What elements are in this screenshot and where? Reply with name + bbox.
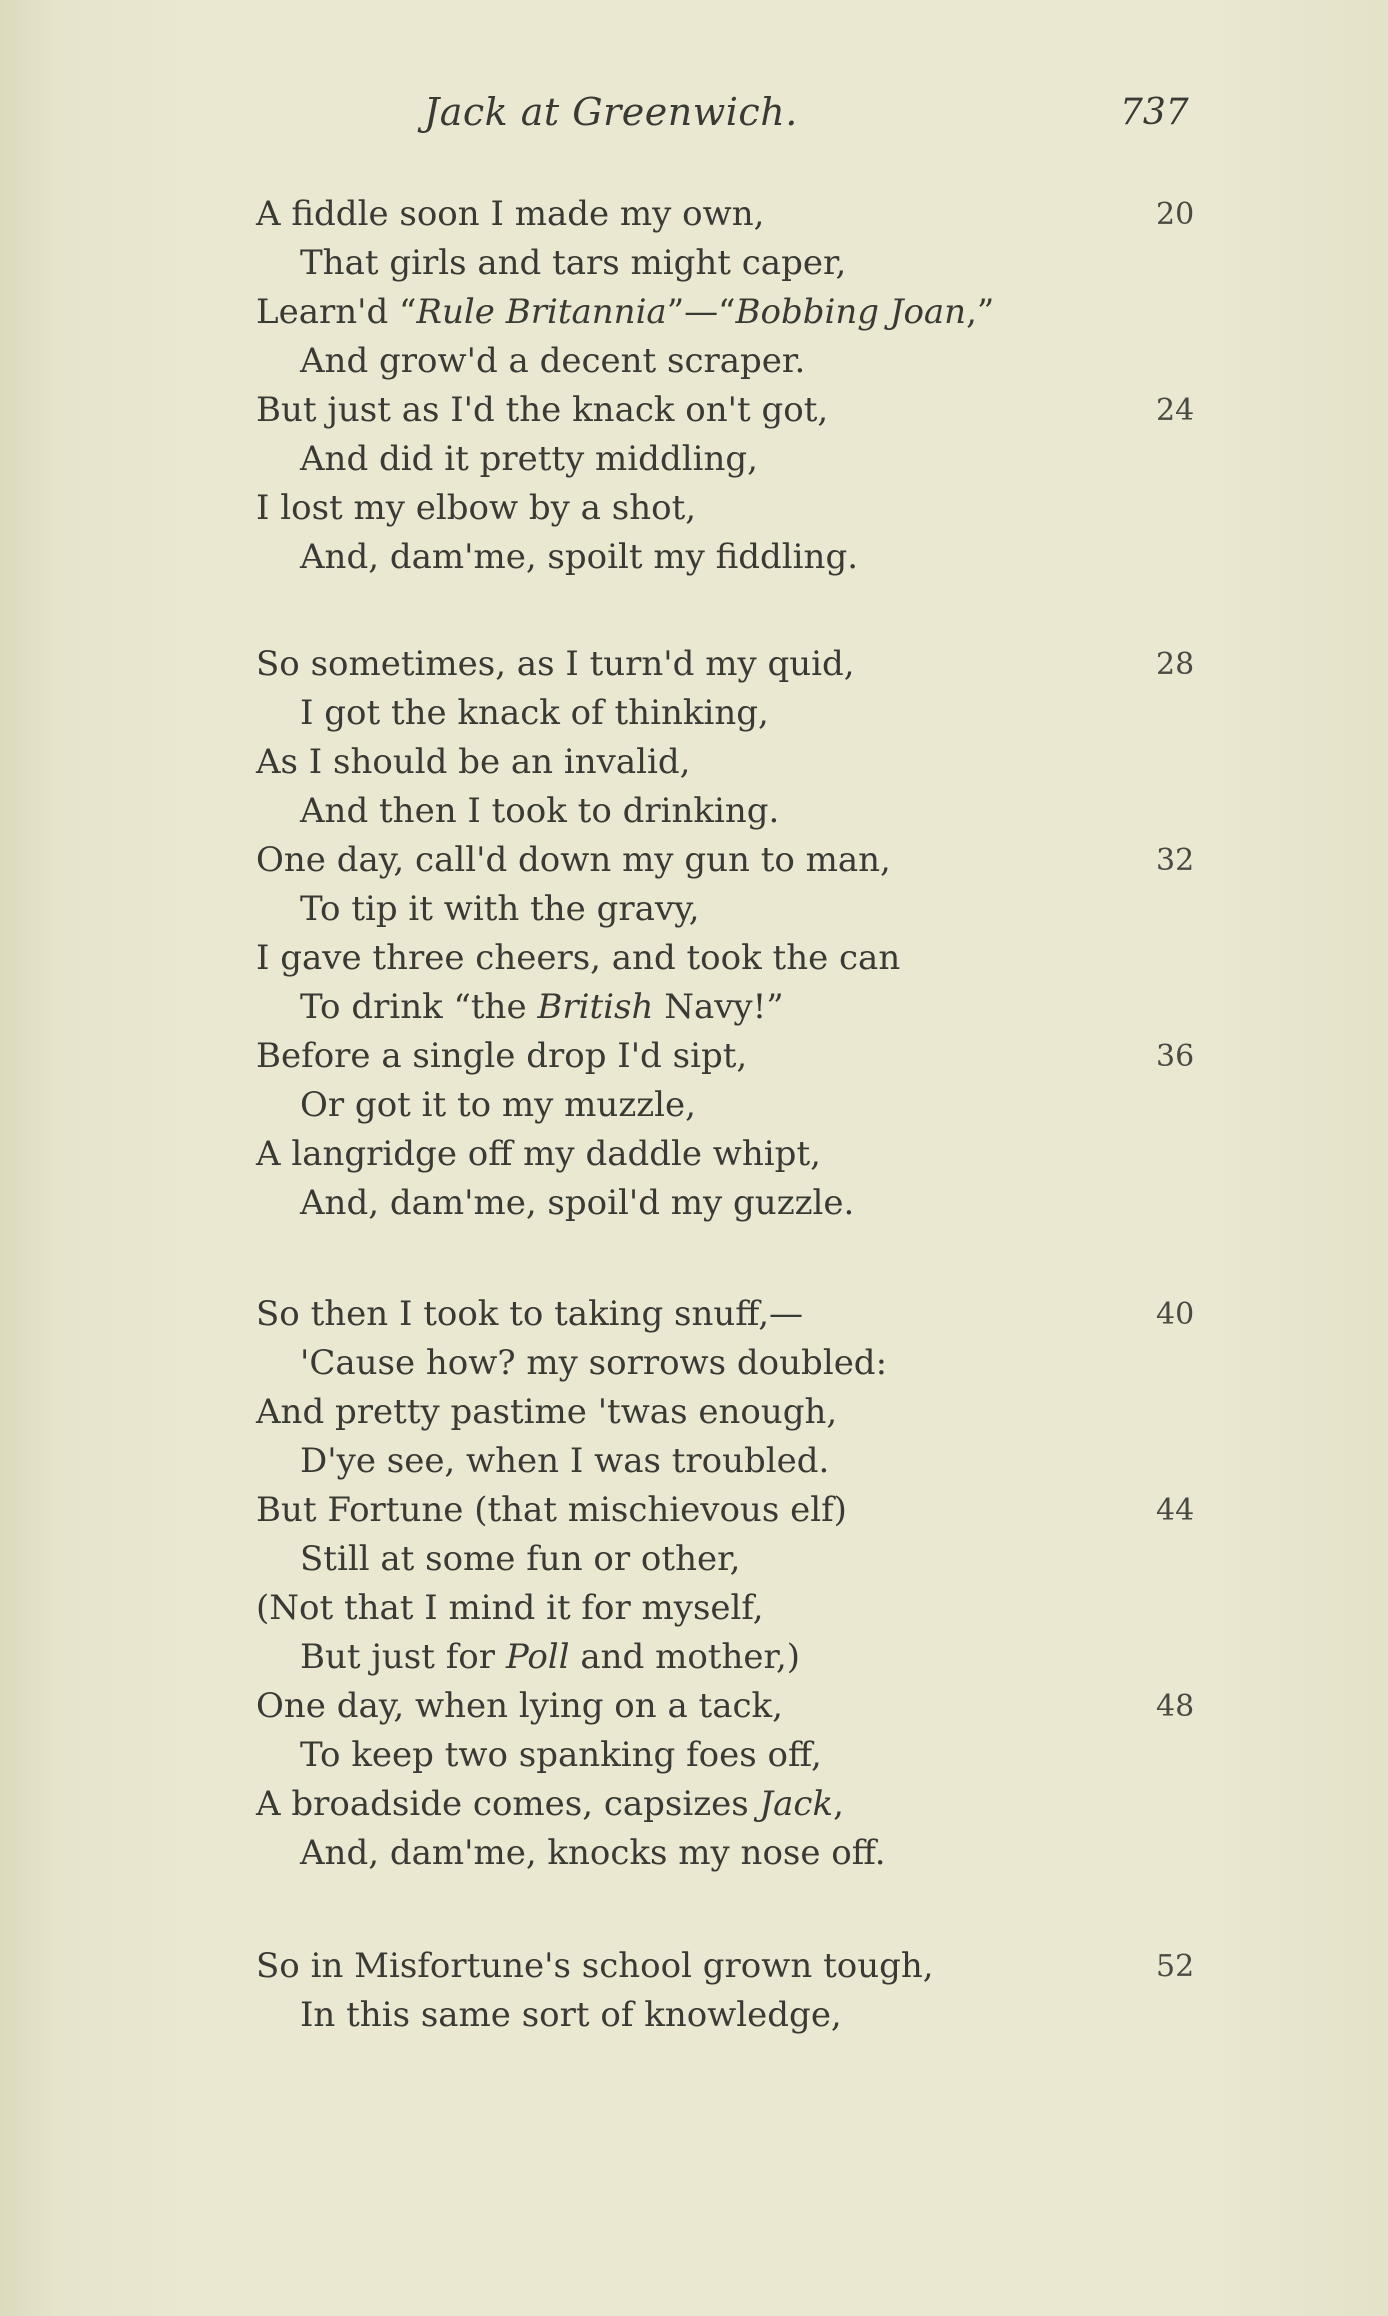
verse-line: I lost my elbow by a shot, (256, 488, 697, 528)
verse-line: A broadside comes, capsizes Jack, (256, 1784, 844, 1824)
verse-line: And, dam'me, spoil'd my guzzle. (300, 1183, 855, 1223)
verse-line: And, dam'me, knocks my nose off. (300, 1833, 886, 1873)
line-number: 44 (1156, 1493, 1195, 1528)
stanza-2 (256, 640, 1196, 1228)
verse-line: One day, call'd down my gun to man, 32 (256, 836, 1196, 885)
verse-line: As I should be an invalid, (256, 742, 691, 782)
verse-line: And then I took to drinking. (300, 791, 780, 831)
line-number: 20 (1156, 197, 1195, 232)
verse-line: And grow'd a decent scraper. (300, 341, 806, 381)
stanza-4 (256, 1942, 1196, 2040)
verse-line: To tip it with the gravy, (300, 889, 700, 929)
line-number: 32 (1156, 843, 1195, 878)
verse-line: I got the knack of thinking, (300, 693, 769, 733)
line-number: 48 (1156, 1689, 1195, 1724)
verse-line: I gave three cheers, and took the can (256, 938, 901, 978)
verse-line: Or got it to my muzzle, (300, 1085, 696, 1125)
verse-line: That girls and tars might caper, (300, 243, 847, 283)
running-title: Jack at Greenwich. (424, 90, 798, 134)
line-number: 24 (1156, 393, 1195, 428)
line-number: 40 (1156, 1297, 1195, 1332)
verse-line: But just for Poll and mother,) (300, 1637, 801, 1677)
verse-line: 'Cause how? my sorrows doubled: (300, 1343, 888, 1383)
verse-line: In this same sort of knowledge, (300, 1995, 842, 2035)
verse-line: To drink “the British Navy!” (300, 987, 784, 1027)
stanza-3 (256, 1290, 1196, 1878)
verse-line: Before a single drop I'd sipt, 36 (256, 1032, 1196, 1081)
verse-line: But just as I'd the knack on't got, 24 (256, 386, 1196, 435)
verse-line: (Not that I mind it for myself, (256, 1588, 764, 1628)
verse-line: So sometimes, as I turn'd my quid, 28 (256, 640, 1196, 689)
verse-line: Learn'd “Rule Britannia”—“Bobbing Joan,” (256, 292, 995, 332)
verse-line: And, dam'me, spoilt my fiddling. (300, 537, 859, 577)
verse-line: But Fortune (that mischievous elf) 44 (256, 1486, 1196, 1535)
page-number: 737 (1120, 92, 1189, 133)
verse-line: Still at some fun or other, (300, 1539, 741, 1579)
line-number: 36 (1156, 1039, 1195, 1074)
line-number: 52 (1156, 1949, 1195, 1984)
verse-line: So then I took to taking snuff,— 40 (256, 1290, 1196, 1339)
verse-line: To keep two spanking foes off, (300, 1735, 822, 1775)
verse-line: A langridge off my daddle whipt, (256, 1134, 821, 1174)
verse-line: D'ye see, when I was troubled. (300, 1441, 830, 1481)
stanza-1 (256, 190, 1196, 582)
verse-line: One day, when lying on a tack, 48 (256, 1682, 1196, 1731)
verse-line: So in Misfortune's school grown tough, 52 (256, 1942, 1196, 1991)
verse-line: And pretty pastime 'twas enough, (256, 1392, 838, 1432)
verse-line: A fiddle soon I made my own, 20 (256, 190, 1196, 239)
line-number: 28 (1156, 647, 1195, 682)
verse-line: And did it pretty middling, (300, 439, 758, 479)
